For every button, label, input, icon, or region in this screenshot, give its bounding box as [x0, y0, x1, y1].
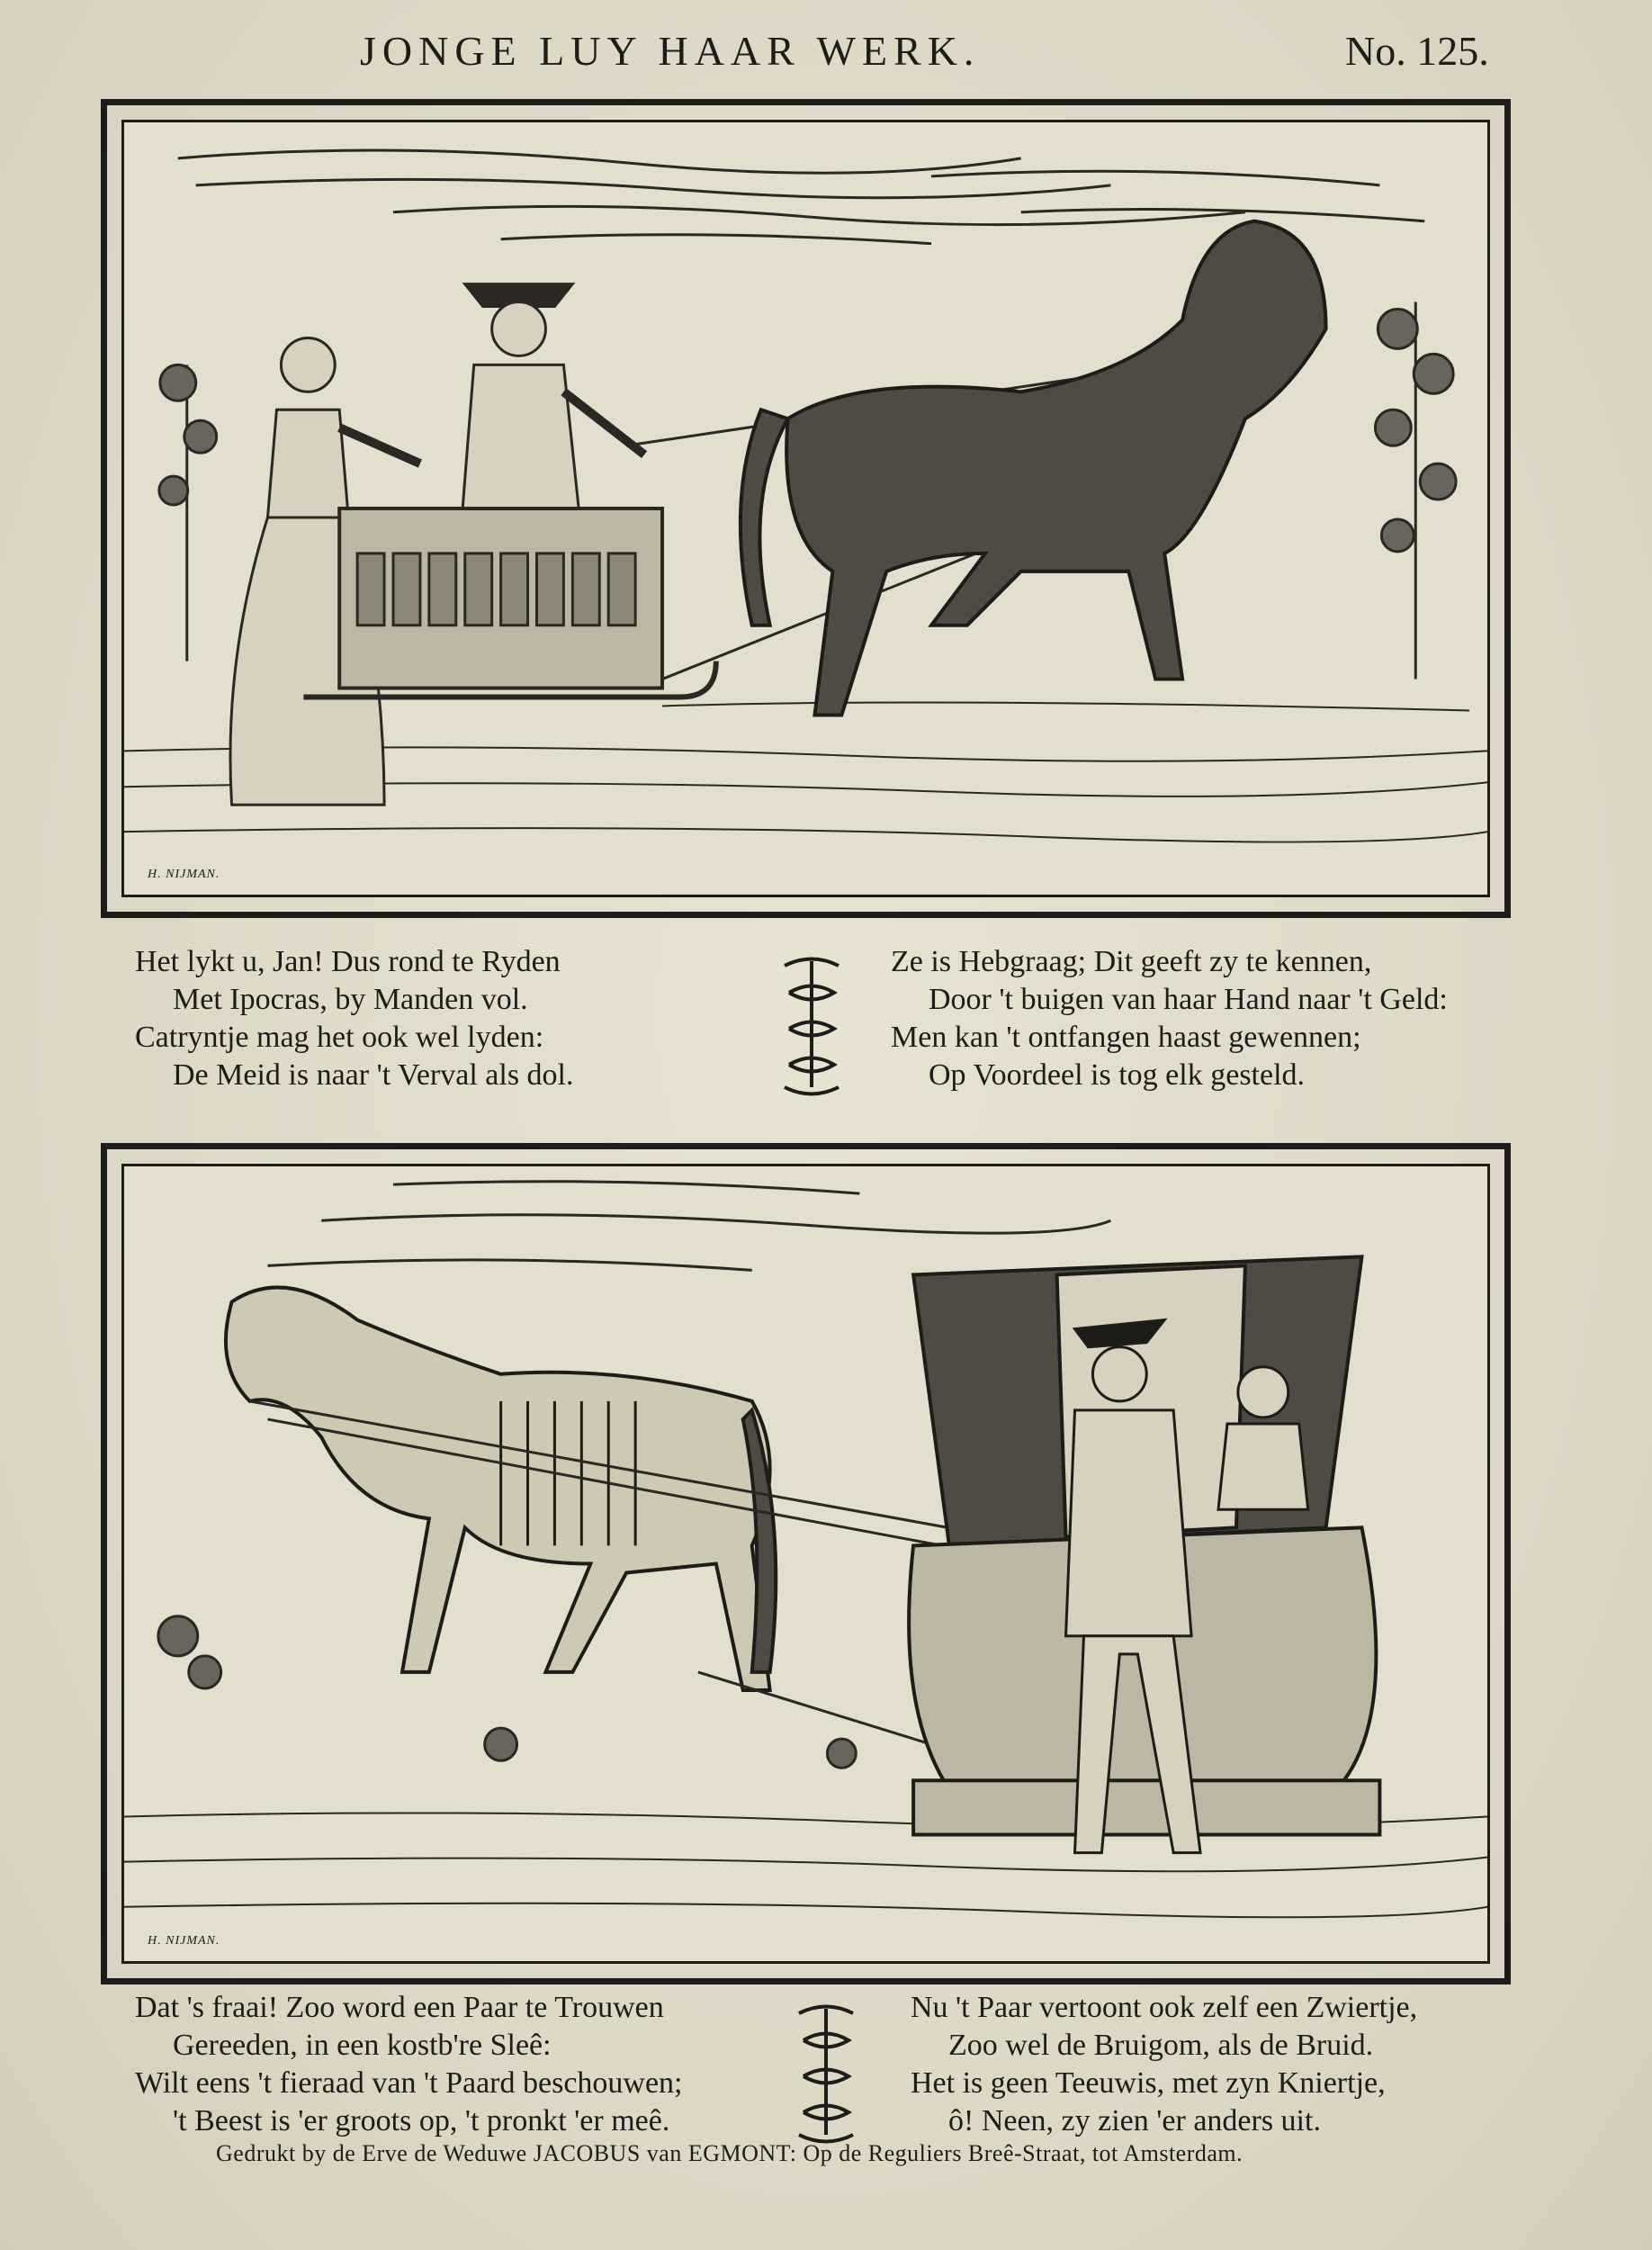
woodcut-sleigh-scene: [124, 122, 1487, 895]
bottom-illustration: [121, 1164, 1490, 1964]
clouds: [267, 1182, 1110, 1271]
engraver-signature: H. NIJMAN.: [148, 1934, 220, 1948]
verse-line: Met Ipocras, by Manden vol.: [173, 983, 528, 1016]
page-number: No. 125.: [1345, 28, 1489, 74]
verse-line: Het lykt u, Jan! Dus rond te Ryden: [135, 945, 561, 978]
verse-line: Nu 't Paar vertoont ook zelf een Zwiertje,: [911, 1991, 1418, 2024]
page-title: JONGE LUY HAAR WERK.: [360, 28, 981, 74]
verse-line: Gereeden, in een kostb're Sleê:: [173, 2029, 552, 2062]
tree-left: [159, 364, 217, 661]
engraver-signature: H. NIJMAN.: [148, 868, 220, 881]
verse-top-right: [891, 943, 1448, 1094]
man-figure: [461, 284, 644, 536]
fleuron-ornament: [790, 2000, 862, 2144]
verse-line: Ze is Hebgraag; Dit geeft zy te kennen,: [891, 945, 1372, 978]
woodcut-wedding-sleigh-scene: [124, 1166, 1487, 1961]
verse-line: Door 't buigen van haar Hand naar 't Geld:: [929, 983, 1448, 1016]
verse-line: Men kan 't ontfangen haast gewennen;: [891, 1021, 1361, 1054]
verse-line: Op Voordeel is tog elk gesteld.: [929, 1058, 1306, 1092]
verse-line: Het is geen Teeuwis, met zyn Kniertje,: [911, 2066, 1386, 2100]
verse-line: ô! Neen, zy zien 'er anders uit.: [948, 2104, 1321, 2138]
verse-bottom-left: [135, 1989, 683, 2140]
verse-line: Dat 's fraai! Zoo word een Paar te Trouwen: [135, 1991, 664, 2024]
verse-line: Zoo wel de Bruigom, als de Bruid.: [948, 2029, 1374, 2062]
verse-bottom-right: [911, 1989, 1417, 2140]
verse-line: Catryntje mag het ook wel lyden:: [135, 1021, 544, 1054]
verse-line: Wilt eens 't fieraad van 't Paard beschouwen;: [135, 2066, 683, 2100]
printer-imprint: Gedrukt by de Erve de Weduwe JACOBUS van EGMONT: Op de Reguliers Breê-Straat, tot Amsterdam.: [216, 2140, 1243, 2166]
fleuron-ornament: [776, 952, 848, 1096]
bottom-illustration-frame: [101, 1143, 1511, 1984]
horse-dark: [741, 221, 1326, 716]
tree-right: [1375, 302, 1456, 680]
verse-line: 't Beest is 'er groots op, 't pronkt 'er meê.: [173, 2104, 670, 2138]
verse-top-left: [135, 943, 574, 1094]
horse-light: [226, 1287, 776, 1690]
verse-line: De Meid is naar 't Verval als dol.: [173, 1058, 574, 1092]
sled: [303, 508, 715, 698]
top-illustration-frame: [101, 99, 1511, 918]
top-illustration: [121, 120, 1490, 897]
